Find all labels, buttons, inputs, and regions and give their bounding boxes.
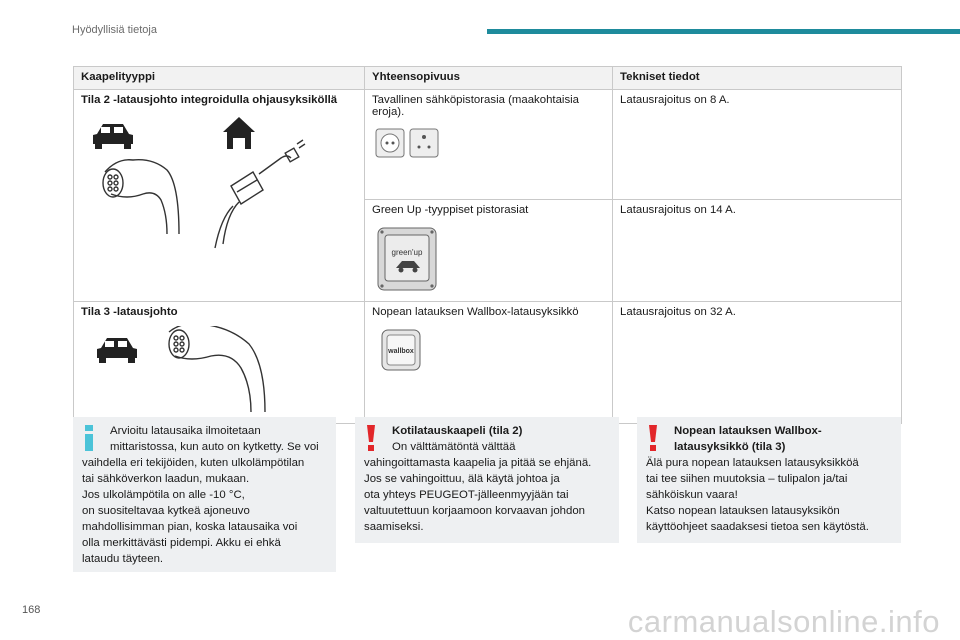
info-note <box>73 417 336 572</box>
table-row <box>74 302 902 424</box>
compat-wallbox: Nopean latauksen Wallbox-latausyksikkö <box>371 306 579 318</box>
compat-cell <box>364 90 612 200</box>
type2-connector-icon <box>103 160 179 234</box>
section-title: Hyödyllisiä tietoja <box>72 24 157 36</box>
warning-note-home-cable <box>355 417 619 543</box>
spec-cell <box>613 90 902 200</box>
greenup-logo: green'up <box>391 248 423 257</box>
type2-connector-icon <box>169 326 265 412</box>
header-accent-bar <box>487 29 960 34</box>
page-number: 168 <box>22 604 41 616</box>
table-row <box>74 90 902 200</box>
greenup-socket-icon <box>372 224 442 294</box>
schuko-socket-icon <box>376 129 404 157</box>
domestic-socket-icons <box>372 126 452 162</box>
cable-spec-table <box>73 66 902 424</box>
spec-cell <box>613 200 902 302</box>
compat-domestic-socket: Tavallinen sähköpistorasia (maakohtaisia eroja). <box>371 94 580 118</box>
compat-greenup: Green Up -tyyppiset pistorasiat <box>371 204 529 216</box>
warning-note-text: Nopean latauksen Wallbox- latausyksikkö (tila 3) Älä pura nopean latauksen latausyksikköä tai tee siihen muutoksia – tulipalon ja/tai sähköiskun vaara! Katso nopean latauksen latausyksikön käyttöohjeet saadaksesi tietoa sen käytöstä. <box>646 425 869 533</box>
mode2-cable-illustration <box>81 114 351 254</box>
wallbox-logo: wallbox <box>388 348 414 355</box>
spec-mode2-domestic: Latausrajoitus on 8 A. <box>620 94 730 106</box>
info-note-text: Arvioitu latausaika ilmoitetaan mittaristossa, kun auto on kytketty. Se voi vaihdella eri tekijöiden, kuten ulkolämpötilan tai sähköverkon laadun, mukaan. Jos ulkolämpötila on alle -10 °C, on suositeltavaa kytkeä ajoneuvo mahdollisimman pian, koska latausaika voi olla merkittävästi pidempi. Akku ei ehkä lataudu täyteen. <box>82 425 319 565</box>
watermark: carmanualsonline.info <box>627 604 940 639</box>
cable-type-mode3: Tila 3 -latausjohto <box>81 306 178 318</box>
car-icon <box>97 338 137 363</box>
column-header-cable-type: Kaapelityyppi <box>74 67 365 90</box>
wallbox-icon <box>372 326 432 376</box>
cable-type-mode2: Tila 2 -latausjohto integroidulla ohjausyksiköllä <box>81 94 338 106</box>
house-icon <box>223 117 255 149</box>
cable-type-cell <box>74 302 365 424</box>
control-box-cable-icon <box>215 140 305 248</box>
warning-note-wallbox <box>637 417 901 543</box>
spec-greenup: Latausrajoitus on 14 A. <box>620 204 736 216</box>
socket-icon <box>410 129 438 157</box>
table-header-row <box>74 67 902 90</box>
car-icon <box>93 124 133 149</box>
cable-type-cell <box>74 90 365 302</box>
compat-cell <box>364 200 612 302</box>
column-header-technical-data: Tekniset tiedot <box>613 67 902 90</box>
mode3-cable-illustration <box>81 326 281 416</box>
compat-cell <box>364 302 612 424</box>
spec-cell <box>613 302 902 424</box>
spec-wallbox: Latausrajoitus on 32 A. <box>620 306 736 318</box>
column-header-compatibility: Yhteensopivuus <box>364 67 612 90</box>
warning-note-text: Kotilatauskaapeli (tila 2) On välttämätöntä välttää vahingoittamasta kaapelia ja pitää se ehjänä. Jos se vahingoittuu, älä käytä johtoa ja ota yhteys PEUGEOT-jälleenmyyjään tai valtuutettuun korjaamoon korvaavan johdon saamiseksi. <box>364 425 592 533</box>
